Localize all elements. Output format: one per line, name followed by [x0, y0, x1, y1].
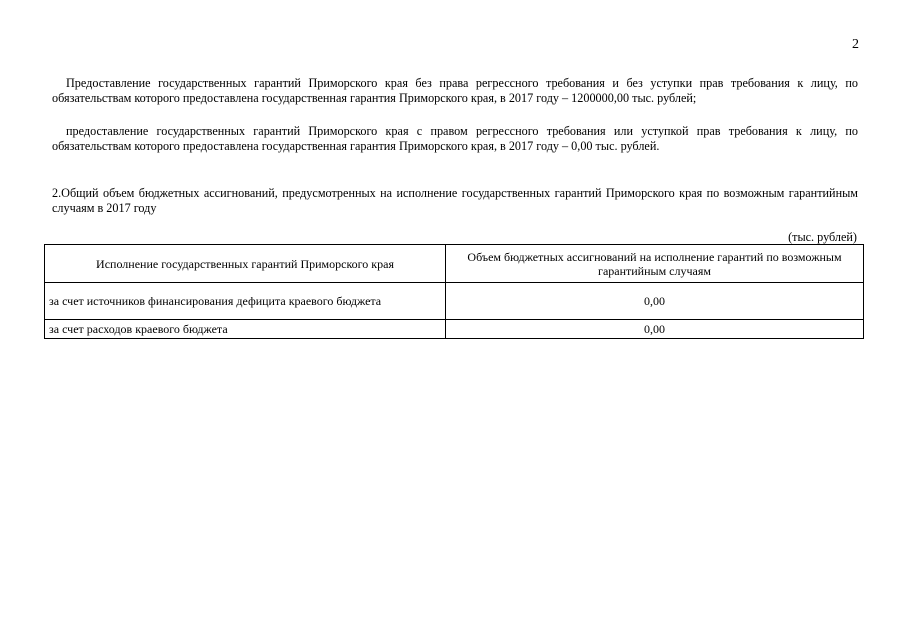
row-label: за счет расходов краевого бюджета — [45, 320, 446, 339]
header-execution: Исполнение государственных гарантий Приморского края — [45, 245, 446, 283]
section-2-heading-paragraph: 2.Общий объем бюджетных ассигнований, предусмотренных на исполнение государственных гарантий Приморского края по возможным гарантийным случаям в 2017 году — [52, 186, 858, 215]
row-value: 0,00 — [446, 283, 864, 320]
row-label: за счет источников финансирования дефицита краевого бюджета — [45, 283, 446, 320]
guarantee-with-recourse-paragraph: предоставление государственных гарантий Приморского края с правом регрессного требования или уступкой прав требования к лицу, по обязательствам которого предоставлена государственная гарантия Приморского края, в 2017 году – 0,00 тыс. рублей. — [52, 124, 858, 153]
table-row — [45, 283, 864, 320]
guarantee-allocations-table — [44, 244, 864, 339]
header-allocation-volume: Объем бюджетных ассигнований на исполнение гарантий по возможным гарантийным случаям — [446, 245, 864, 283]
row-value: 0,00 — [446, 320, 864, 339]
table-header-row — [45, 245, 864, 283]
guarantee-without-recourse-paragraph: Предоставление государственных гарантий Приморского края без права регрессного требования и без уступки прав требования к лицу, по обязательствам которого предоставлена государственная гарантия Приморского края, в 2017 году – 1200000,00 тыс. рублей; — [52, 76, 858, 105]
page-number: 2 — [852, 37, 859, 52]
table-row — [45, 320, 864, 339]
unit-label: (тыс. рублей) — [788, 230, 857, 244]
